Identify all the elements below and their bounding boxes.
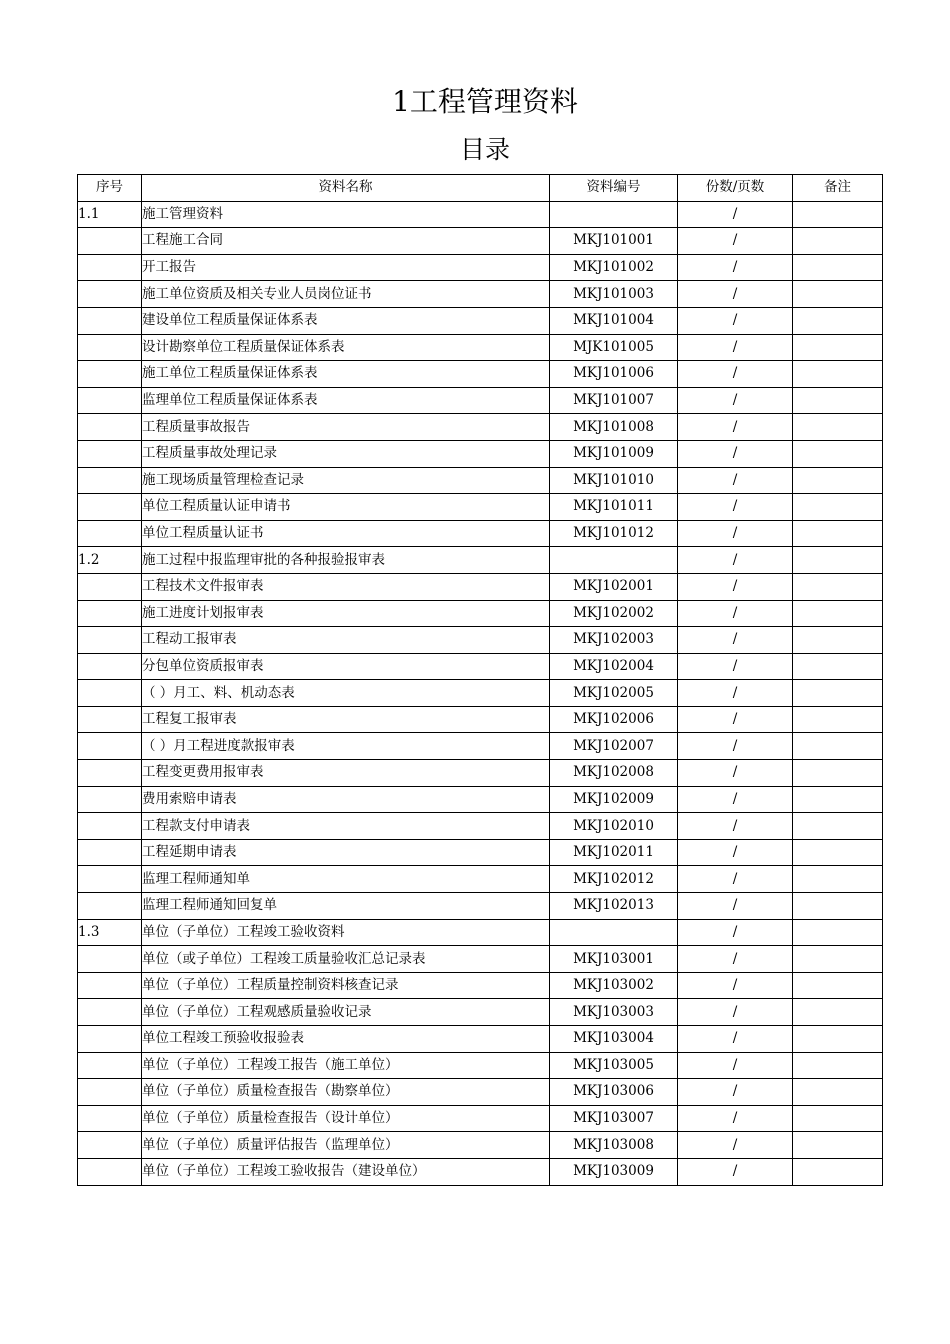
cell-code: MKJ101007 — [550, 387, 678, 414]
cell-count: / — [678, 999, 793, 1026]
table-row — [78, 786, 883, 813]
cell-no — [78, 334, 142, 361]
table-row — [78, 946, 883, 973]
document-subtitle: 目录 — [459, 135, 510, 164]
cell-name: 工程技术文件报审表 — [142, 573, 550, 600]
table-row — [78, 839, 883, 866]
cell-no — [78, 387, 142, 414]
cell-code: MKJ102001 — [550, 573, 678, 600]
cell-name: 施工过程中报监理审批的各种报验报审表 — [142, 547, 550, 574]
cell-name: 开工报告 — [142, 254, 550, 281]
cell-note — [793, 786, 883, 813]
cell-code: MKJ102002 — [550, 600, 678, 627]
header-note: 备注 — [793, 175, 883, 202]
cell-code: MKJ101011 — [550, 494, 678, 521]
cell-name: 单位工程竣工预验收报验表 — [142, 1026, 550, 1053]
cell-no: 1.3 — [78, 919, 142, 946]
cell-note — [793, 334, 883, 361]
cell-note — [793, 760, 883, 787]
cell-no — [78, 680, 142, 707]
header-no: 序号 — [78, 175, 142, 202]
cell-note — [793, 494, 883, 521]
cell-name: 监理工程师通知回复单 — [142, 893, 550, 920]
cell-code: MKJ103003 — [550, 999, 678, 1026]
cell-no — [78, 1079, 142, 1106]
cell-note — [793, 573, 883, 600]
table-row — [78, 680, 883, 707]
table-row — [78, 760, 883, 787]
cell-no — [78, 627, 142, 654]
cell-count: / — [678, 600, 793, 627]
table-row — [78, 893, 883, 920]
cell-count: / — [678, 520, 793, 547]
cell-code — [550, 201, 678, 228]
cell-name: 单位（子单位）质量检查报告（设计单位） — [142, 1105, 550, 1132]
cell-code: MKJ101012 — [550, 520, 678, 547]
cell-note — [793, 839, 883, 866]
cell-count: / — [678, 946, 793, 973]
cell-note — [793, 254, 883, 281]
cell-count: / — [678, 893, 793, 920]
cell-code: MKJ102007 — [550, 733, 678, 760]
cell-name: 建设单位工程质量保证体系表 — [142, 307, 550, 334]
cell-code: MKJ101002 — [550, 254, 678, 281]
cell-name: 工程施工合同 — [142, 228, 550, 255]
cell-name: 单位（子单位）质量检查报告（勘察单位） — [142, 1079, 550, 1106]
cell-no — [78, 254, 142, 281]
cell-no — [78, 414, 142, 441]
cell-note — [793, 307, 883, 334]
table-row — [78, 387, 883, 414]
cell-name: 施工单位资质及相关专业人员岗位证书 — [142, 281, 550, 308]
cell-note — [793, 946, 883, 973]
cell-no — [78, 520, 142, 547]
cell-name: （ ）月工程进度款报审表 — [142, 733, 550, 760]
cell-code: MKJ102008 — [550, 760, 678, 787]
cell-name: 费用索赔申请表 — [142, 786, 550, 813]
cell-code: MKJ102006 — [550, 706, 678, 733]
cell-name: 工程延期申请表 — [142, 839, 550, 866]
cell-name: 工程变更费用报审表 — [142, 760, 550, 787]
cell-note — [793, 414, 883, 441]
cell-no — [78, 1105, 142, 1132]
cell-note — [793, 1105, 883, 1132]
cell-no — [78, 813, 142, 840]
cell-no — [78, 653, 142, 680]
cell-count: / — [678, 786, 793, 813]
cell-count: / — [678, 1079, 793, 1106]
cell-count: / — [678, 1158, 793, 1185]
cell-count: / — [678, 467, 793, 494]
cell-no — [78, 760, 142, 787]
cell-code: MKJ102012 — [550, 866, 678, 893]
table-body — [78, 201, 883, 1185]
cell-count: / — [678, 387, 793, 414]
cell-note — [793, 1079, 883, 1106]
cell-no — [78, 600, 142, 627]
cell-note — [793, 706, 883, 733]
table-row — [78, 494, 883, 521]
cell-note — [793, 680, 883, 707]
cell-name: 工程质量事故处理记录 — [142, 440, 550, 467]
cell-no — [78, 972, 142, 999]
cell-count: / — [678, 839, 793, 866]
cell-code: MKJ103004 — [550, 1026, 678, 1053]
table-row — [78, 627, 883, 654]
cell-code — [550, 919, 678, 946]
cell-code: MKJ101004 — [550, 307, 678, 334]
cell-no — [78, 866, 142, 893]
table-header-row — [78, 175, 883, 202]
cell-name: 监理工程师通知单 — [142, 866, 550, 893]
cell-note — [793, 1132, 883, 1159]
table-row — [78, 201, 883, 228]
cell-code: MKJ103009 — [550, 1158, 678, 1185]
cell-count: / — [678, 813, 793, 840]
table-row — [78, 547, 883, 574]
header-count: 份数/页数 — [678, 175, 793, 202]
cell-no — [78, 1026, 142, 1053]
cell-no — [78, 999, 142, 1026]
cell-count: / — [678, 653, 793, 680]
cell-code: MKJ103008 — [550, 1132, 678, 1159]
cell-name: 单位（子单位）质量评估报告（监理单位） — [142, 1132, 550, 1159]
cell-note — [793, 627, 883, 654]
cell-note — [793, 361, 883, 388]
cell-note — [793, 547, 883, 574]
table-row — [78, 813, 883, 840]
cell-no — [78, 893, 142, 920]
cell-count: / — [678, 334, 793, 361]
cell-count: / — [678, 440, 793, 467]
table-row — [78, 520, 883, 547]
cell-count: / — [678, 201, 793, 228]
table-row — [78, 1132, 883, 1159]
cell-name: 单位（子单位）工程观感质量验收记录 — [142, 999, 550, 1026]
cell-no — [78, 1052, 142, 1079]
cell-name: （ ）月工、料、机动态表 — [142, 680, 550, 707]
cell-name: 单位（子单位）工程竣工验收资料 — [142, 919, 550, 946]
table-row — [78, 1052, 883, 1079]
table-row — [78, 733, 883, 760]
cell-count: / — [678, 228, 793, 255]
table-row — [78, 1079, 883, 1106]
cell-code: MKJ102005 — [550, 680, 678, 707]
cell-note — [793, 866, 883, 893]
cell-note — [793, 999, 883, 1026]
cell-note — [793, 520, 883, 547]
cell-note — [793, 440, 883, 467]
cell-code: MKJ102010 — [550, 813, 678, 840]
cell-name: 施工管理资料 — [142, 201, 550, 228]
cell-count: / — [678, 972, 793, 999]
cell-code: MKJ101009 — [550, 440, 678, 467]
cell-note — [793, 201, 883, 228]
table-row — [78, 440, 883, 467]
table-row — [78, 254, 883, 281]
cell-no — [78, 361, 142, 388]
cell-no: 1.2 — [78, 547, 142, 574]
cell-code — [550, 547, 678, 574]
cell-count: / — [678, 281, 793, 308]
table-row — [78, 999, 883, 1026]
cell-no — [78, 440, 142, 467]
cell-count: / — [678, 706, 793, 733]
table-row — [78, 467, 883, 494]
cell-name: 单位（子单位）工程竣工报告（施工单位） — [142, 1052, 550, 1079]
cell-name: 监理单位工程质量保证体系表 — [142, 387, 550, 414]
cell-no — [78, 1158, 142, 1185]
cell-code: MKJ101003 — [550, 281, 678, 308]
table-row — [78, 972, 883, 999]
cell-no — [78, 946, 142, 973]
cell-note — [793, 972, 883, 999]
cell-no — [78, 307, 142, 334]
cell-code: MKJ101010 — [550, 467, 678, 494]
cell-note — [793, 653, 883, 680]
cell-note — [793, 600, 883, 627]
table-row — [78, 919, 883, 946]
cell-no — [78, 706, 142, 733]
cell-name: 单位工程质量认证书 — [142, 520, 550, 547]
cell-code: MKJ102011 — [550, 839, 678, 866]
cell-code: MKJ102009 — [550, 786, 678, 813]
cell-no — [78, 467, 142, 494]
cell-count: / — [678, 866, 793, 893]
cell-count: / — [678, 414, 793, 441]
cell-code: MKJ103007 — [550, 1105, 678, 1132]
cell-no — [78, 1132, 142, 1159]
cell-code: MKJ103005 — [550, 1052, 678, 1079]
header-name: 资料名称 — [142, 175, 550, 202]
cell-count: / — [678, 307, 793, 334]
cell-count: / — [678, 919, 793, 946]
cell-note — [793, 281, 883, 308]
cell-no — [78, 228, 142, 255]
table-row — [78, 600, 883, 627]
cell-name: 单位（子单位）工程质量控制资料核查记录 — [142, 972, 550, 999]
cell-name: 施工现场质量管理检查记录 — [142, 467, 550, 494]
table-row — [78, 281, 883, 308]
cell-count: / — [678, 1132, 793, 1159]
table-row — [78, 1158, 883, 1185]
catalog-table — [77, 174, 883, 1186]
cell-code: MKJ103001 — [550, 946, 678, 973]
cell-note — [793, 1026, 883, 1053]
cell-code: MKJ102004 — [550, 653, 678, 680]
cell-name: 施工进度计划报审表 — [142, 600, 550, 627]
cell-count: / — [678, 254, 793, 281]
cell-name: 工程款支付申请表 — [142, 813, 550, 840]
cell-no: 1.1 — [78, 201, 142, 228]
cell-name: 施工单位工程质量保证体系表 — [142, 361, 550, 388]
cell-code: MKJ102003 — [550, 627, 678, 654]
cell-no — [78, 839, 142, 866]
cell-count: / — [678, 547, 793, 574]
cell-no — [78, 573, 142, 600]
cell-count: / — [678, 361, 793, 388]
cell-count: / — [678, 760, 793, 787]
cell-name: 单位（子单位）工程竣工验收报告（建设单位） — [142, 1158, 550, 1185]
table-row — [78, 1026, 883, 1053]
table-row — [78, 228, 883, 255]
table-row — [78, 653, 883, 680]
cell-no — [78, 281, 142, 308]
cell-note — [793, 733, 883, 760]
table-row — [78, 307, 883, 334]
cell-code: MJK101005 — [550, 334, 678, 361]
cell-count: / — [678, 1105, 793, 1132]
cell-note — [793, 813, 883, 840]
table-row — [78, 706, 883, 733]
cell-note — [793, 387, 883, 414]
table-row — [78, 361, 883, 388]
cell-name: 单位工程质量认证申请书 — [142, 494, 550, 521]
cell-no — [78, 786, 142, 813]
cell-code: MKJ103006 — [550, 1079, 678, 1106]
header-code: 资料编号 — [550, 175, 678, 202]
cell-no — [78, 733, 142, 760]
cell-note — [793, 228, 883, 255]
table-row — [78, 414, 883, 441]
cell-code: MKJ102013 — [550, 893, 678, 920]
cell-code: MKJ101006 — [550, 361, 678, 388]
table-row — [78, 1105, 883, 1132]
cell-note — [793, 1052, 883, 1079]
cell-code: MKJ101001 — [550, 228, 678, 255]
cell-name: 设计勘察单位工程质量保证体系表 — [142, 334, 550, 361]
cell-note — [793, 893, 883, 920]
cell-name: 工程复工报审表 — [142, 706, 550, 733]
table-row — [78, 866, 883, 893]
cell-count: / — [678, 627, 793, 654]
cell-code: MKJ103002 — [550, 972, 678, 999]
cell-count: / — [678, 494, 793, 521]
cell-note — [793, 467, 883, 494]
cell-note — [793, 919, 883, 946]
cell-code: MKJ101008 — [550, 414, 678, 441]
cell-name: 分包单位资质报审表 — [142, 653, 550, 680]
cell-count: / — [678, 733, 793, 760]
table-row — [78, 334, 883, 361]
cell-name: 工程质量事故报告 — [142, 414, 550, 441]
cell-count: / — [678, 573, 793, 600]
cell-count: / — [678, 1026, 793, 1053]
cell-count: / — [678, 1052, 793, 1079]
cell-no — [78, 494, 142, 521]
cell-note — [793, 1158, 883, 1185]
document-title: 1工程管理资料 — [392, 85, 578, 118]
cell-count: / — [678, 680, 793, 707]
table-row — [78, 573, 883, 600]
cell-name: 单位（或子单位）工程竣工质量验收汇总记录表 — [142, 946, 550, 973]
cell-name: 工程动工报审表 — [142, 627, 550, 654]
